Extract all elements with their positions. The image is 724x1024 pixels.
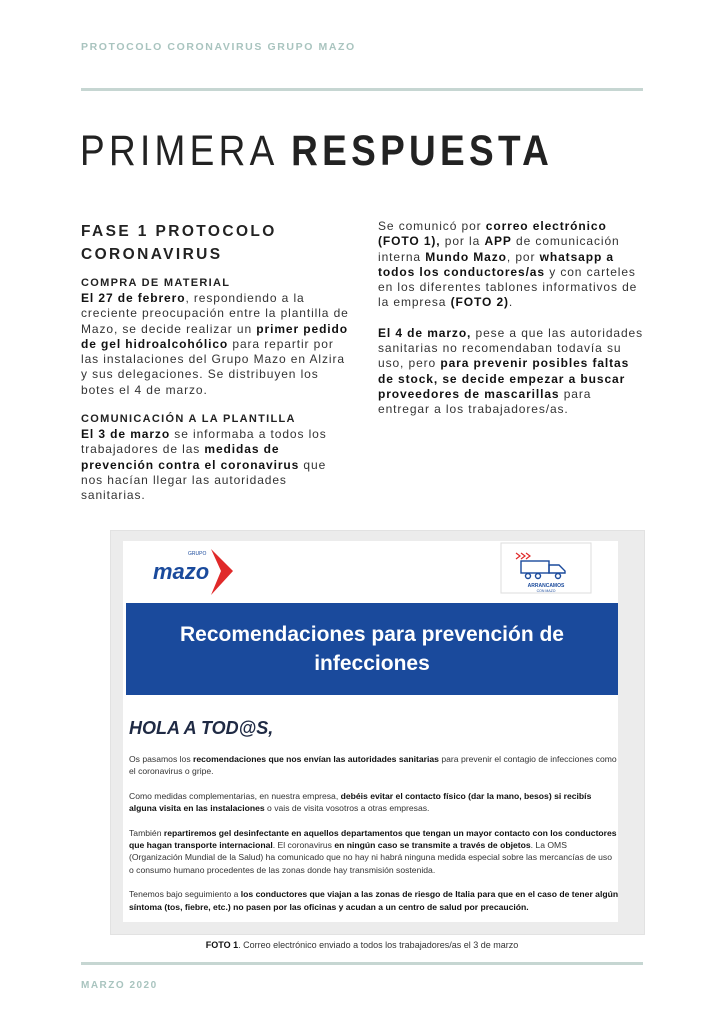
bold-text: Mundo Mazo [425, 249, 507, 264]
text: , por [506, 249, 540, 264]
section-heading [81, 220, 349, 266]
subheading-comunicacion: COMUNICACIÓN A LA PLANTILLA [81, 413, 296, 426]
text: . La OMS (Organización Mundial de la Salud) ha comunicado que no hay ni habrá ninguna medida especial sobre las mercancías de uso o consumo humano procedentes de las zonas donde hay transmisión sostenida. [129, 840, 612, 875]
caption-text: . Correo electrónico enviado a todos los trabajadores/as el 3 de marzo [238, 940, 519, 950]
badge-text-1: ARRANCAMOS [527, 583, 565, 589]
text: por la [440, 234, 485, 249]
logo-chevron-icon [211, 549, 233, 595]
text: pese a que las autoridades sanitarias no recomendaban todavía su uso, pero [378, 325, 644, 371]
text: , respondiendo a la creciente preocupación entre la plantilla de Mazo, se decide realizar un [81, 291, 349, 336]
email-paragraph [129, 753, 619, 778]
arrancamos-badge [501, 543, 591, 593]
title-light: PRIMERA [80, 127, 277, 175]
page-title [80, 127, 554, 175]
badge-text-2: CON MAZO [536, 589, 556, 593]
paragraph-comunicacion [81, 427, 349, 503]
bold-text: en ningún caso se transmite a través de objetos [334, 840, 531, 851]
bold-text: para prevenir posibles faltas de stock, se decide empezar a buscar proveedores de mascarillas [378, 356, 630, 401]
caption-label: FOTO 1 [205, 940, 239, 950]
subheading-compra: COMPRA DE MATERIAL [81, 277, 231, 289]
bold-text: medidas de prevención contra el coronavirus [81, 442, 300, 472]
email-logos [123, 541, 618, 597]
email-paragraph [129, 827, 619, 877]
bold-text: (FOTO 2) [450, 295, 509, 310]
text: de comunicación interna [378, 234, 620, 264]
logo-text: mazo [153, 559, 210, 584]
text: . El coronavirus [272, 840, 335, 851]
text: que nos hacían llegar las autoridades sanitarias. [81, 457, 327, 503]
photo-caption [0, 940, 724, 950]
text: Tenemos bajo seguimiento a [129, 889, 241, 900]
text: También [129, 827, 164, 838]
running-footer: MARZO 2020 [81, 980, 158, 991]
email-paragraph [129, 888, 619, 913]
text: para repartir por las instalaciones del Grupo Mazo en Alzira y sus delegaciones. Se distribuyen los botes el 4 de marzo. [81, 336, 345, 397]
bold-text: El 4 de marzo, [378, 325, 472, 340]
left-column [81, 220, 349, 504]
email-body [129, 753, 619, 925]
section-heading-line-2: CORONAVIRUS [81, 246, 223, 263]
email-header [123, 541, 618, 597]
text: y con carteles en los diferentes tablones informativos de la empresa [378, 264, 638, 310]
email-paragraph [129, 790, 619, 815]
text: para prevenir el contagio de infecciones como el coronavirus o gripe. [129, 754, 617, 777]
footer-divider [81, 962, 643, 965]
text: Se comunicó por [378, 219, 486, 233]
text: Como medidas complementarias, en nuestra empresa, [129, 790, 341, 801]
header-divider [81, 88, 643, 91]
email-canvas [123, 541, 618, 922]
bold-text: los conductores que viajan a las zonas de riesgo de Italia para que en el caso de tener algún síntoma (tos, fiebre, etc.) no pasen por las oficinas y acudan a un centro de salud por precaución. [129, 889, 619, 912]
bold-text: repartiremos gel desinfectante en aquellos departamentos que tengan un mayor contacto con los conductores que hagan transporte internacional [129, 827, 617, 851]
email-greeting: HOLA A TOD@S, [129, 718, 274, 738]
right-column [378, 219, 646, 418]
text: Os pasamos los [129, 754, 193, 764]
bold-text: whatsapp a todos los conductores/as [378, 249, 614, 279]
title-bold: RESPUESTA [291, 127, 554, 175]
email-banner: Recomendaciones para prevención de infecciones [126, 603, 618, 695]
bold-text: APP [484, 234, 512, 249]
bold-text: correo electrónico (FOTO 1), [378, 219, 607, 249]
paragraph-mascarillas [378, 326, 646, 418]
bold-text: recomendaciones que nos envían las autoridades sanitarias [193, 754, 439, 764]
text: para entregar a los trabajadores/as. [378, 386, 592, 417]
paragraph-compra [81, 291, 349, 398]
text: . [508, 295, 514, 310]
bold-text: El 3 de marzo [81, 427, 171, 442]
running-header: PROTOCOLO CORONAVIRUS GRUPO MAZO [81, 41, 356, 53]
bold-text: primer pedido de gel hidroalcohólico [81, 321, 348, 351]
logo-small-text: GRUPO [188, 551, 207, 557]
paragraph-canales [378, 219, 646, 311]
text: o vais de visita vosotros a otras empresas. [264, 803, 430, 814]
bold-text: debéis evitar el contacto físico (dar la mano, besos) si recibís alguna visita en las instalaciones [129, 790, 592, 814]
mazo-logo [153, 549, 233, 595]
bold-text: El 27 de febrero [81, 291, 186, 305]
email-screenshot [110, 530, 645, 935]
section-heading-line-1: FASE 1 PROTOCOLO [81, 223, 277, 240]
text: se informaba a todos los trabajadores de las [81, 427, 327, 457]
